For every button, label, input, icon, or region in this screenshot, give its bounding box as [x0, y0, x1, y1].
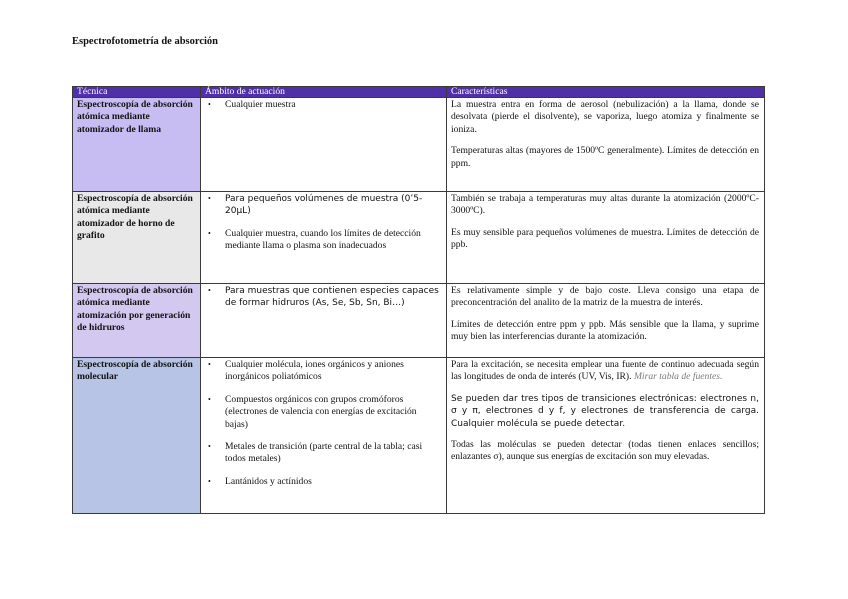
list-item — [208, 99, 441, 111]
list-item — [208, 285, 441, 310]
list-item — [208, 193, 441, 218]
list-item — [208, 359, 441, 384]
tecnica-cell: Espectroscopía de absorción atómica mediante atomización por generación de hidruros — [73, 284, 201, 358]
paragraph: Todas las moléculas se pueden detectar (todas tienen enlaces sencillos; enlazantes σ), aunque sus energías de excitación son muy elevadas. — [451, 439, 759, 463]
list-item-text: Cualquier molécula, iones orgánicos y aniones inorgánicos poliatómicos — [225, 359, 404, 383]
caracteristicas-cell — [447, 98, 765, 192]
bullet-icon: • — [208, 360, 211, 369]
list-item-text: Para muestras que contienen especies capaces de formar hidruros (As, Se, Sb, Sn, Bi…) — [225, 286, 439, 309]
ambito-list — [205, 285, 441, 310]
ambito-cell — [201, 284, 447, 358]
tecnica-cell: Espectroscopía de absorción molecular — [73, 358, 201, 514]
paragraph — [451, 359, 759, 384]
paragraph: Se pueden dar tres tipos de transiciones electrónicas: electrones n, σ y π, electrones d y f, y electrones de transferencia de carga. Cualquier molécula se puede detectar. — [451, 393, 759, 429]
list-item-text: Cualquier muestra — [225, 99, 296, 110]
bullet-icon: • — [208, 194, 211, 203]
table-row — [73, 284, 765, 358]
paragraph: Temperaturas altas (mayores de 1500ºC generalmente). Límites de detección en ppm. — [451, 145, 759, 169]
paragraph: La muestra entra en forma de aerosol (nebulización) a la llama, donde se desolvata (pierde el disolvente), se vaporiza, luego atomiza y finalmente se ioniza. — [451, 99, 759, 135]
bullet-icon: • — [208, 100, 211, 109]
paragraph: Límites de detección entre ppm y ppb. Más sensible que la llama, y suprime muy bien las interferencias durante la atomización. — [451, 318, 759, 343]
list-item-text: Lantánidos y actínidos — [225, 475, 312, 487]
header-ambito: Ámbito de actuación — [201, 87, 447, 98]
tecnica-cell: Espectroscopía de absorción atómica mediante atomizador de llama — [73, 98, 201, 192]
paragraph: También se trabaja a temperaturas muy altas durante la atomización (2000ºC-3000ºC). — [451, 193, 759, 217]
document-title: Espectrofotometría de absorción — [72, 36, 219, 47]
ambito-list — [205, 99, 441, 111]
list-item — [208, 393, 441, 431]
source-table-note: Mirar tabla de fuentes. — [633, 371, 723, 383]
caracteristicas-cell — [447, 284, 765, 358]
list-item-text: Metales de transición (parte central de la tabla; casi todos metales) — [225, 441, 423, 465]
bullet-icon: • — [208, 476, 211, 486]
header-caracteristicas: Características — [447, 87, 765, 98]
ambito-cell — [201, 358, 447, 514]
list-item — [208, 475, 441, 488]
table-row — [73, 358, 765, 514]
list-item-text: Cualquier muestra, cuando los límites de detección mediante llama o plasma son inadecuados — [225, 227, 421, 252]
bullet-icon: • — [208, 394, 211, 404]
paragraph-text: Para la excitación, se necesita emplear una fuente de continuo adecuada según las longitudes de onda de interés (UV, Vis, IR). — [451, 359, 759, 383]
ambito-list — [205, 359, 441, 488]
ambito-cell — [201, 192, 447, 284]
caracteristicas-cell — [447, 192, 765, 284]
list-item — [208, 227, 441, 253]
table-row — [73, 98, 765, 192]
bullet-icon: • — [208, 442, 211, 452]
table-row — [73, 192, 765, 284]
techniques-table — [72, 86, 765, 514]
table-header-row — [73, 87, 765, 98]
list-item-text: Para pequeños volúmenes de muestra (0’5-20µL) — [225, 194, 423, 217]
list-item-text: Compuestos orgánicos con grupos cromóforos (electrones de valencia con energías de excitación bajas) — [225, 393, 417, 430]
ambito-cell — [201, 98, 447, 192]
bullet-icon: • — [208, 286, 211, 295]
list-item — [208, 441, 441, 466]
bullet-icon: • — [208, 228, 211, 238]
paragraph: Es muy sensible para pequeños volúmenes de muestra. Límites de detección de ppb. — [451, 226, 759, 251]
ambito-list — [205, 193, 441, 253]
caracteristicas-cell — [447, 358, 765, 514]
tecnica-cell: Espectroscopía de absorción atómica mediante atomizador de horno de grafito — [73, 192, 201, 284]
header-tecnica: Técnica — [73, 87, 201, 98]
paragraph: Es relativamente simple y de bajo coste. Lleva consigo una etapa de preconcentración del analito de la matriz de la muestra de interés. — [451, 285, 759, 309]
